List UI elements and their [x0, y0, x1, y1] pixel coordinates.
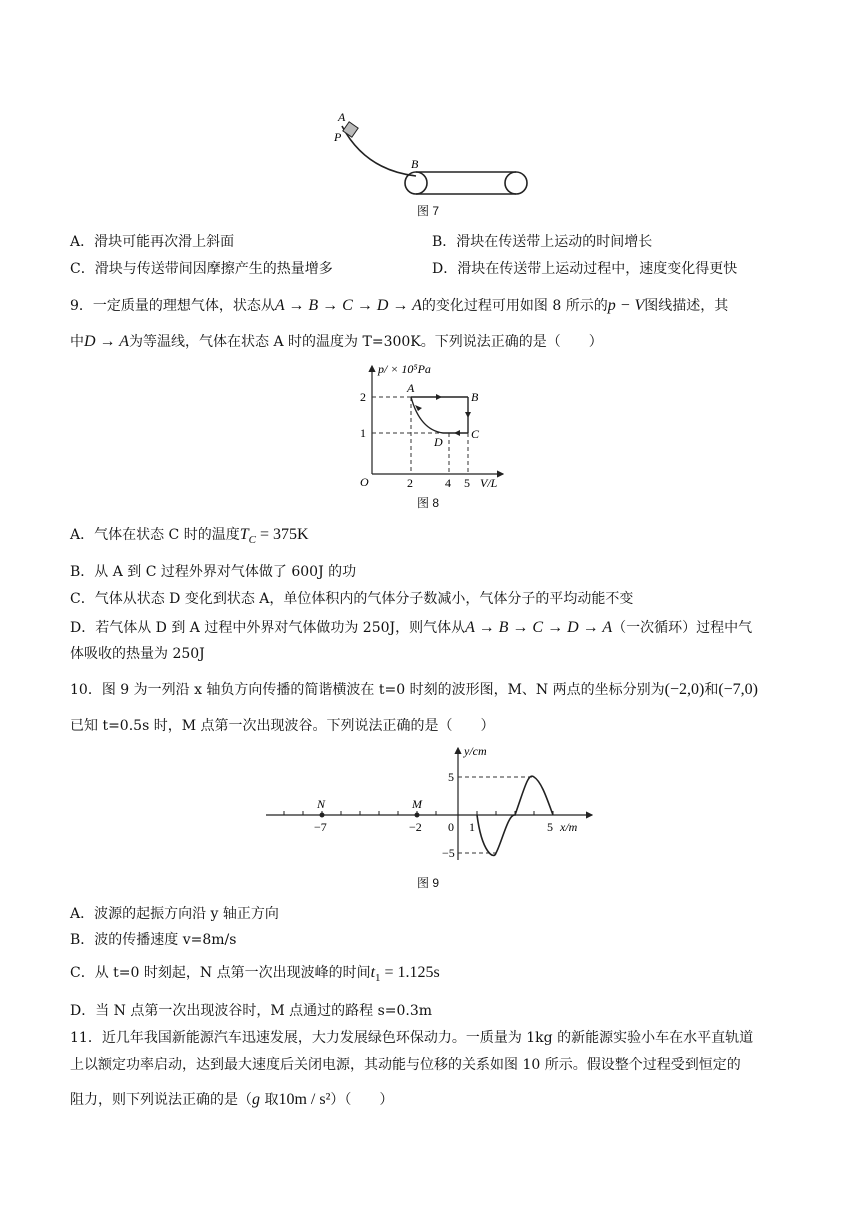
fig9-point-m: M	[412, 797, 422, 811]
fig9-xtick-neg7: −7	[314, 820, 327, 834]
q10-option-c: C．从 t=0 时刻起，N 点第一次出现波峰的时间$t_1 = 1.125s$	[70, 964, 440, 984]
fig8-ytick-1: 1	[360, 426, 366, 440]
fig7-caption: 图 7	[417, 204, 440, 218]
q8-option-c: C．滑块与传送带间因摩擦产生的热量增多	[70, 261, 333, 277]
fig8-xtick-5: 5	[464, 476, 470, 490]
fig8-point-b: B	[471, 390, 479, 404]
q9-stem-line1: 9．一定质量的理想气体，状态从A → B → C → D → A的变化过程可用如图 8 所示的p − V图线描述，其	[70, 297, 729, 314]
fig9-xtick-1: 1	[469, 820, 475, 834]
fig9-ytick-5: 5	[448, 770, 454, 784]
fig9-point-n: N	[317, 797, 326, 811]
fig8-y-label: p/ × 10⁵Pa	[378, 362, 431, 376]
fig8-caption: 图 8	[417, 496, 440, 510]
fig9-point-n-dot	[320, 813, 325, 818]
fig8-x-label: V/L	[480, 476, 498, 490]
q9-option-b: B．从 A 到 C 过程外界对气体做了 600J 的功	[70, 564, 357, 580]
fig8-origin: O	[360, 475, 369, 489]
q11-line2: 上以额定功率启动，达到最大速度后关闭电源，其动能与位移的关系如图 10 所示。假设整个过程受到恒定的	[70, 1057, 741, 1073]
block-p	[343, 122, 358, 137]
q9-option-a: A．气体在状态 C 时的温度$T_C = 375K$	[70, 526, 309, 546]
q8-option-b: B．滑块在传送带上运动的时间增长	[432, 234, 653, 250]
q11-line3: 阻力，则下列说法正确的是（g 取10m / s²）（ ）	[70, 1091, 394, 1108]
fig9-xtick-5: 5	[547, 820, 553, 834]
fig8-point-c: C	[471, 427, 480, 441]
fig9-x-label: x/m	[560, 820, 578, 834]
figure-9	[262, 742, 602, 870]
fig9-y-label: y/cm	[464, 744, 487, 758]
q10-option-d: D．当 N 点第一次出现波谷时，M 点通过的路程 s=0.3m	[70, 1003, 433, 1019]
fig7-label-p: P	[334, 130, 342, 144]
fig9-ytick-neg5: −5	[442, 846, 455, 860]
fig8-isotherm-da	[411, 397, 443, 433]
figure-8	[328, 360, 528, 490]
q9-option-c: C．气体从状态 D 变化到状态 A，单位体积内的气体分子数减小，气体分子的平均动能不变	[70, 591, 634, 607]
q9-stem-line2: 中D → A为等温线，气体在状态 A 时的温度为 T=300K。下列说法正确的是（ ）	[70, 333, 603, 350]
q10-stem-line2: 已知 t=0.5s 时，M 点第一次出现波谷。下列说法正确的是（ ）	[70, 718, 495, 734]
q11-line1: 11．近几年我国新能源汽车迅速发展，大力发展绿色环保动力。一质量为 1kg 的新能源实验小车在水平直轨道	[70, 1030, 754, 1046]
pulley-right	[505, 172, 527, 194]
fig8-xtick-4: 4	[445, 476, 451, 490]
fig9-caption: 图 9	[417, 876, 440, 890]
q10-option-a: A．波源的起振方向沿 y 轴正方向	[70, 906, 279, 922]
fig9-xtick-0: 0	[448, 820, 454, 834]
fig9-point-m-dot	[415, 813, 420, 818]
fig7-label-a: A	[338, 110, 346, 124]
fig7-label-b: B	[411, 157, 419, 171]
fig9-waveform	[477, 776, 553, 855]
q9-option-d: D．若气体从 D 到 A 过程中外界对气体做功为 250J，则气体从A → B → C → D → A（一次循环）过程中气	[70, 619, 753, 636]
q8-option-a: A．滑块可能再次滑上斜面	[70, 234, 235, 250]
fig8-point-d: D	[434, 435, 443, 449]
fig8-xtick-2: 2	[407, 476, 413, 490]
fig8-ytick-2: 2	[360, 390, 366, 404]
fig8-point-a: A	[407, 381, 415, 395]
q8-option-d: D．滑块在传送带上运动过程中，速度变化得更快	[432, 261, 738, 277]
q9-option-d-cont: 体吸收的热量为 250J	[70, 646, 205, 662]
fig9-xtick-neg2: −2	[409, 820, 422, 834]
q10-stem-line1: 10．图 9 为一列沿 x 轴负方向传播的简谐横波在 t=0 时刻的波形图，M、N 两点的坐标分别为(−2,0)和(−7,0)	[70, 681, 758, 698]
q10-option-b: B．波的传播速度 v=8m/s	[70, 932, 237, 948]
